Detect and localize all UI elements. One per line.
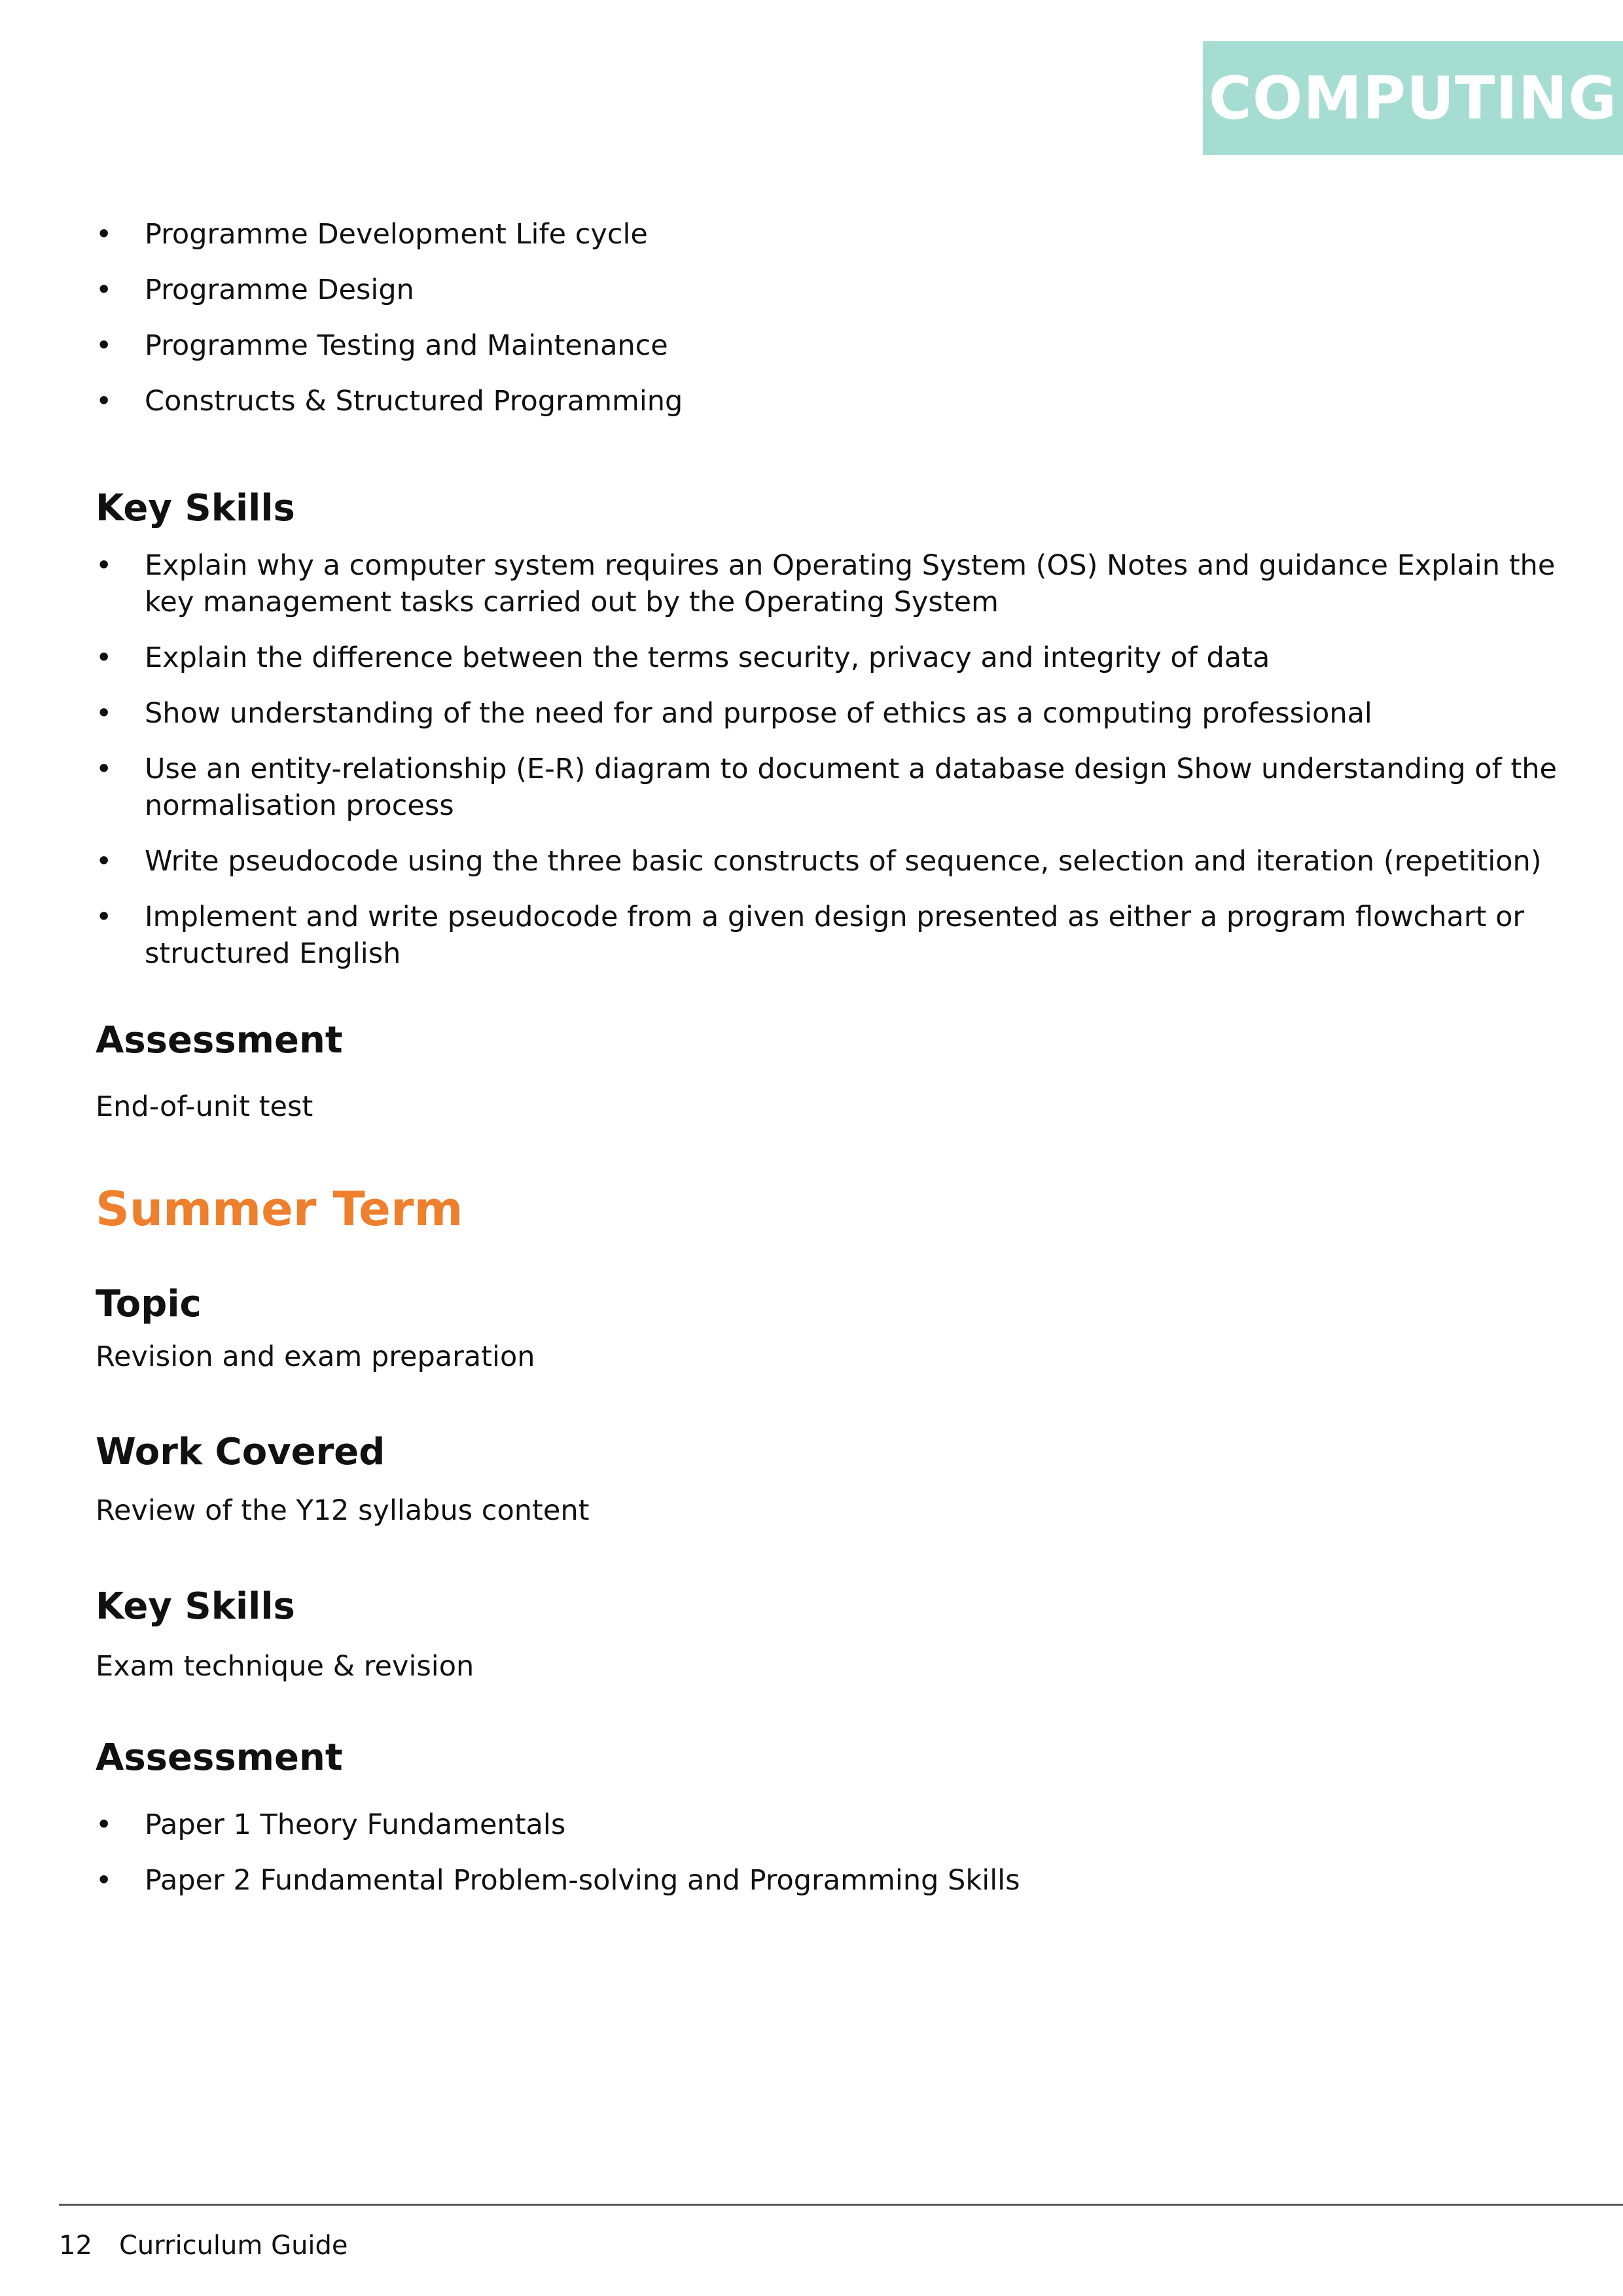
list-item: • Explain why a computer system requires an Operating System (OS) Notes and guidance Explain the key management tasks carried out by the Operating System (96, 547, 1561, 620)
summer-assessment-heading: Assessment (96, 1736, 343, 1779)
assessment-text: End-of-unit test (96, 1090, 313, 1123)
list-item: • Show understanding of the need for and purpose of ethics as a computing professional (96, 695, 1561, 732)
work-covered-text: Review of the Y12 syllabus content (96, 1494, 590, 1527)
list-item: • Programme Design (96, 272, 1561, 308)
topic-text: Revision and exam preparation (96, 1340, 535, 1373)
footer-title: Curriculum Guide (119, 2231, 348, 2261)
list-item: • Programme Development Life cycle (96, 216, 1561, 253)
list-item: • Programme Testing and Maintenance (96, 327, 1561, 364)
summer-key-skills-heading: Key Skills (96, 1585, 295, 1628)
list-item: • Explain the difference between the terms security, privacy and integrity of data (96, 639, 1561, 676)
list-item: • Paper 1 Theory Fundamentals (96, 1806, 1561, 1843)
assessment-heading: Assessment (96, 1019, 343, 1062)
list-item: • Paper 2 Fundamental Problem-solving and Programming Skills (96, 1862, 1561, 1899)
list-item: • Implement and write pseudocode from a given design presented as either a program flowchart or structured English (96, 899, 1561, 972)
summer-term-title: Summer Term (96, 1181, 463, 1236)
page-number: 12 (59, 2231, 92, 2261)
list-item: • Constructs & Structured Programming (96, 383, 1561, 420)
subject-title: COMPUTING (1208, 63, 1618, 133)
list-item: • Write pseudocode using the three basic constructs of sequence, selection and iteration (repetition) (96, 843, 1561, 880)
work-covered-list (96, 216, 1561, 420)
key-skills-section (96, 547, 1561, 972)
summer-key-skills-text: Exam technique & revision (96, 1650, 474, 1683)
list-item: • Use an entity-relationship (E-R) diagram to document a database design Show understanding of the normalisation process (96, 751, 1561, 824)
subject-tab (1203, 41, 1623, 155)
topic-heading: Topic (96, 1283, 202, 1325)
summer-assessment-list (96, 1806, 1561, 1899)
work-covered-list-section (96, 216, 1561, 420)
key-skills-list (96, 547, 1561, 972)
summer-assessment-section (96, 1806, 1561, 1899)
work-covered-heading: Work Covered (96, 1431, 385, 1473)
key-skills-heading: Key Skills (96, 487, 295, 529)
footer-divider (59, 2204, 1623, 2206)
